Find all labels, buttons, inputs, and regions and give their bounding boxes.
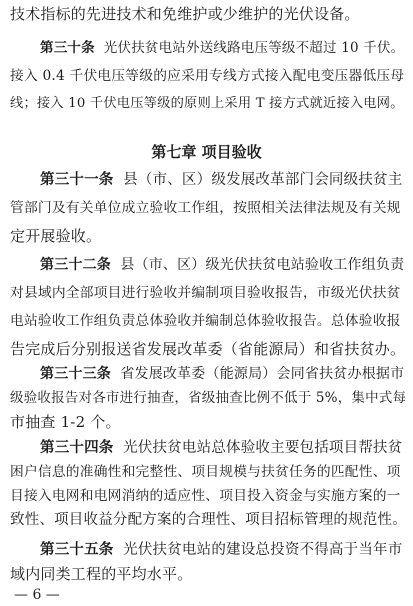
article-33-line-2: 级验收报告对各市进行抽查，省级抽查比例不低于 5%，集中式每 — [10, 390, 407, 406]
article-30-line-1 — [40, 38, 404, 58]
article-31-text: 县（市、区）级发展改革部门会同级扶贫主 — [123, 172, 403, 188]
article-34-line-2: 困户信息的准确性和完整性、项目规模与扶贫任务的匹配性、项 — [10, 464, 401, 480]
page-number: — 6 — — [14, 587, 60, 603]
article-35-line-1 — [40, 540, 402, 560]
article-31-label: 第三十一条 — [40, 171, 114, 188]
article-35-line-2: 域内同类工程的平均水平。 — [10, 565, 193, 583]
article-34-line-4: 致性、项目收益分配方案的合理性、项目招标管理的规范性。 — [10, 512, 407, 528]
article-30-line-2: 接入 0.4 千伏电压等级的应采用专线方式接入配电变压器低压母 — [10, 68, 405, 84]
article-30-label: 第三十条 — [40, 40, 95, 56]
article-34-line-3: 目接入电网和电网消纳的适应性、项目投入资金与实施方案的一 — [10, 488, 401, 504]
article-31-line-2: 管部门及有关单位成立验收工作组，按照相关法律法规及有关规 — [10, 200, 401, 216]
article-32-line-1 — [40, 255, 404, 275]
article-33-line-3: 市抽查 1-2 个。 — [10, 413, 121, 431]
article-32-label: 第三十二条 — [40, 257, 111, 273]
article-33-label: 第三十三条 — [40, 366, 111, 382]
article-34-label: 第三十四条 — [40, 439, 114, 456]
article-32-line-3: 电站验收工作组负责总体验收并编制总体验收报告。总体验收报 — [10, 313, 401, 329]
article-33-text: 省发展改革委（能源局）会同省扶贫办根据市 — [120, 366, 405, 382]
paragraph-line: 技术指标的先进技术和免维护或少维护的光伏设备。 — [10, 5, 360, 23]
article-33-line-1 — [40, 364, 404, 384]
article-30-text: 光伏扶贫电站外送线路电压等级不超过 10 千伏。 — [103, 40, 405, 56]
article-31-line-3: 定开展验收。 — [10, 227, 102, 245]
article-32-text: 县（市、区）级光伏扶贫电站验收工作组负责 — [120, 257, 405, 273]
article-35-label: 第三十五条 — [40, 541, 114, 558]
article-34-text: 光伏扶贫电站总体验收主要包括项目帮扶贫 — [123, 440, 403, 456]
article-35-text: 光伏扶贫电站的建设总投资不得高于当年市 — [123, 542, 403, 558]
article-32-line-4: 告完成后分别报送省发展改革委（省能源局）和省扶贫办。 — [10, 340, 406, 358]
article-30-line-3: 线；接入 10 千伏电压等级的原则上采用 T 接方式就近接入电网。 — [10, 96, 404, 111]
article-34-line-1 — [40, 438, 402, 458]
article-32-line-2: 对县域内全部项目进行验收并编制项目验收报告，市级光伏扶贫 — [10, 285, 401, 301]
article-31-line-1 — [40, 170, 402, 190]
chapter-title: 第七章 项目验收 — [151, 143, 262, 161]
